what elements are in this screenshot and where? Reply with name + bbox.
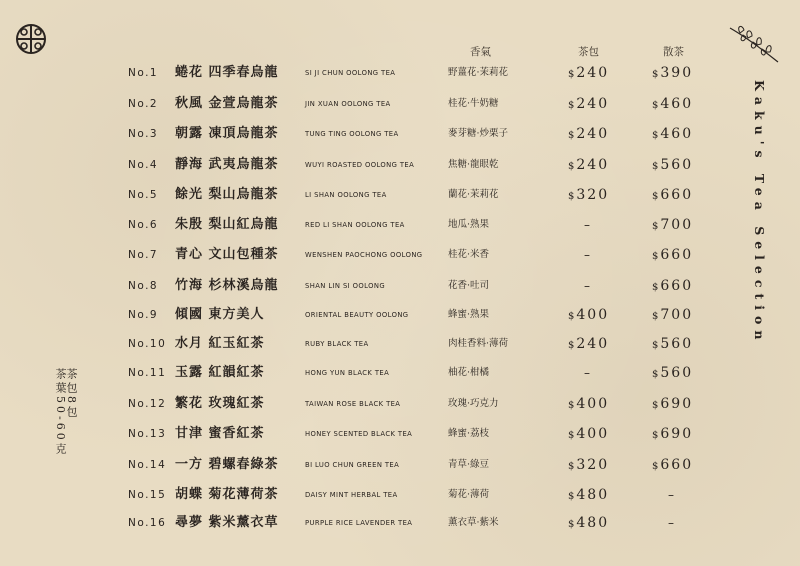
tea-number: No.9 [128, 309, 159, 321]
tea-aroma: 薰衣草·紫米 [448, 517, 499, 528]
tea-name-en: TUNG TING OOLONG TEA [305, 130, 399, 138]
bag-price-unavailable: – [584, 366, 590, 380]
loose-price [652, 91, 693, 119]
loose-price [652, 421, 693, 449]
price-value: 400 [576, 426, 610, 442]
tea-number: No.7 [128, 249, 159, 261]
price-value: 660 [660, 247, 694, 263]
price-value: 240 [576, 65, 610, 81]
tea-row [0, 242, 800, 268]
price-value: 480 [576, 487, 610, 503]
header-loose: 散茶 [663, 46, 684, 58]
currency-symbol: $ [568, 519, 575, 530]
brand-seal-icon [14, 20, 48, 58]
loose-price [652, 452, 693, 480]
bag-price [568, 331, 609, 359]
tea-number: No.8 [128, 280, 159, 292]
tea-name-en: ORIENTAL BEAUTY OOLONG [305, 311, 409, 319]
currency-symbol: $ [652, 221, 659, 232]
price-value: 480 [576, 515, 610, 531]
bag-price [568, 121, 609, 149]
price-value: 240 [576, 126, 610, 142]
tea-name-en: JIN XUAN OOLONG TEA [305, 100, 391, 108]
price-value: 240 [576, 96, 610, 112]
tea-aroma: 青草·綠豆 [448, 459, 490, 470]
tea-name-zh: 玉露 紅韻紅茶 [175, 365, 265, 380]
bag-price [568, 421, 609, 449]
bag-price-unavailable: – [584, 248, 590, 262]
tea-name-zh: 尋夢 紫米薰衣草 [175, 515, 279, 530]
tea-name-zh: 餘光 梨山烏龍茶 [175, 187, 279, 202]
tea-name-zh: 甘津 蜜香紅茶 [175, 426, 265, 441]
loose-price [652, 391, 693, 419]
tea-name-en: WUYI ROASTED OOLONG TEA [305, 161, 415, 169]
currency-symbol: $ [568, 400, 575, 411]
tea-name-zh: 靜海 武夷烏龍茶 [175, 157, 279, 172]
price-value: 390 [660, 65, 694, 81]
tea-name-zh: 竹海 杉林溪烏龍 [175, 278, 279, 293]
tea-name-en: PURPLE RICE LAVENDER TEA [305, 519, 413, 527]
price-value: 690 [660, 396, 694, 412]
side-title: Kaku's Tea Selection [752, 80, 767, 346]
bag-price [568, 152, 609, 180]
tea-row [0, 331, 800, 357]
tea-name-en: RED LI SHAN OOLONG TEA [305, 221, 405, 229]
loose-price [652, 242, 693, 270]
price-value: 700 [660, 307, 694, 323]
currency-symbol: $ [568, 161, 575, 172]
currency-symbol: $ [568, 100, 575, 111]
tea-aroma: 柚花·柑橘 [448, 367, 490, 378]
loose-price [652, 331, 693, 359]
price-value: 560 [660, 365, 694, 381]
bag-price [568, 302, 609, 330]
loose-price-unavailable: – [668, 488, 674, 502]
tea-aroma: 蜂蜜·熟果 [448, 309, 490, 320]
tea-aroma: 菊花·薄荷 [448, 489, 490, 500]
price-value: 660 [660, 278, 694, 294]
price-value: 700 [660, 217, 694, 233]
tea-name-zh: 一方 碧螺春綠茶 [175, 457, 279, 472]
tea-name-en: HONEY SCENTED BLACK TEA [305, 430, 413, 438]
tea-name-en: SI JI CHUN OOLONG TEA [305, 69, 396, 77]
loose-price [652, 152, 693, 180]
currency-symbol: $ [652, 369, 659, 380]
price-value: 240 [576, 336, 610, 352]
bag-price [568, 91, 609, 119]
tea-aroma: 蜂蜜·荔枝 [448, 428, 490, 439]
tea-number: No.16 [128, 517, 167, 529]
tea-name-zh: 青心 文山包種茶 [175, 247, 279, 262]
tea-aroma: 蘭花·茉莉花 [448, 189, 499, 200]
tea-row [0, 421, 800, 447]
tea-row [0, 182, 800, 208]
tea-row [0, 91, 800, 117]
tea-name-en: LI SHAN OOLONG TEA [305, 191, 387, 199]
currency-symbol: $ [652, 430, 659, 441]
loose-price [652, 273, 693, 301]
tea-name-zh: 繁花 玫瑰紅茶 [175, 396, 265, 411]
tea-name-en: TAIWAN ROSE BLACK TEA [305, 400, 401, 408]
currency-symbol: $ [652, 100, 659, 111]
price-value: 560 [660, 157, 694, 173]
price-value: 320 [576, 457, 610, 473]
tea-aroma: 野薑花·茉莉花 [448, 67, 509, 78]
loose-price [652, 360, 693, 388]
tea-row [0, 452, 800, 478]
currency-symbol: $ [568, 191, 575, 202]
tea-name-en: SHAN LIN SI OOLONG [305, 282, 385, 290]
bag-price [568, 510, 609, 538]
header-aroma: 香氣 [470, 46, 491, 58]
currency-symbol: $ [652, 340, 659, 351]
tea-row [0, 360, 800, 386]
bag-price [568, 482, 609, 510]
loose-price [652, 182, 693, 210]
tea-name-zh: 蜷花 四季春烏龍 [175, 65, 279, 80]
tea-number: No.13 [128, 428, 167, 440]
tea-name-zh: 水月 紅玉紅茶 [175, 336, 265, 351]
currency-symbol: $ [652, 400, 659, 411]
currency-symbol: $ [568, 311, 575, 322]
tea-name-en: HONG YUN BLACK TEA [305, 369, 390, 377]
currency-symbol: $ [652, 161, 659, 172]
tea-number: No.10 [128, 338, 167, 350]
tea-number: No.6 [128, 219, 159, 231]
bag-price [568, 60, 609, 88]
price-value: 460 [660, 126, 694, 142]
tea-name-zh: 傾國 東方美人 [175, 307, 265, 322]
price-value: 320 [576, 187, 610, 203]
currency-symbol: $ [652, 311, 659, 322]
tea-number: No.15 [128, 489, 167, 501]
tea-row [0, 391, 800, 417]
price-value: 690 [660, 426, 694, 442]
tea-name-en: BI LUO CHUN GREEN TEA [305, 461, 400, 469]
loose-price [652, 121, 693, 149]
tea-aroma: 桂花·米香 [448, 249, 490, 260]
loose-price [652, 302, 693, 330]
price-value: 660 [660, 457, 694, 473]
tea-row [0, 510, 800, 536]
bag-price [568, 182, 609, 210]
tea-aroma: 麥芽糖·炒栗子 [448, 128, 509, 139]
tea-aroma: 花香·吐司 [448, 280, 490, 291]
tea-aroma: 桂花·牛奶糖 [448, 98, 499, 109]
currency-symbol: $ [652, 191, 659, 202]
tea-row [0, 273, 800, 299]
tea-name-en: DAISY MINT HERBAL TEA [305, 491, 398, 499]
bag-price [568, 452, 609, 480]
currency-symbol: $ [568, 461, 575, 472]
tea-row [0, 302, 800, 328]
price-value: 460 [660, 96, 694, 112]
price-value: 400 [576, 307, 610, 323]
tea-row [0, 482, 800, 508]
currency-symbol: $ [652, 130, 659, 141]
price-value: 400 [576, 396, 610, 412]
side-note-bag: 茶包8包 [65, 368, 78, 420]
currency-symbol: $ [568, 491, 575, 502]
tea-row [0, 212, 800, 238]
price-value: 560 [660, 336, 694, 352]
price-value: 660 [660, 187, 694, 203]
tea-aroma: 焦糖·龍眼乾 [448, 159, 499, 170]
bag-price-unavailable: – [584, 279, 590, 293]
tea-number: No.11 [128, 367, 167, 379]
tea-aroma: 地瓜·熟果 [448, 219, 490, 230]
bag-price-unavailable: – [584, 218, 590, 232]
currency-symbol: $ [568, 130, 575, 141]
currency-symbol: $ [568, 340, 575, 351]
tea-number: No.3 [128, 128, 159, 140]
currency-symbol: $ [568, 69, 575, 80]
tea-name-zh: 朝露 凍頂烏龍茶 [175, 126, 279, 141]
tea-number: No.12 [128, 398, 167, 410]
tea-name-en: RUBY BLACK TEA [305, 340, 369, 348]
header-bag: 茶包 [578, 46, 599, 58]
tea-row [0, 152, 800, 178]
tea-row [0, 121, 800, 147]
tea-name-zh: 朱殷 梨山紅烏龍 [175, 217, 279, 232]
currency-symbol: $ [652, 461, 659, 472]
tea-number: No.4 [128, 159, 159, 171]
tea-row [0, 60, 800, 86]
tea-number: No.5 [128, 189, 159, 201]
side-note-loose: 茶葉50-60克 [54, 368, 67, 457]
bag-price [568, 391, 609, 419]
tea-aroma: 肉桂香料·薄荷 [448, 338, 509, 349]
tea-name-zh: 胡蝶 菊花薄荷茶 [175, 487, 279, 502]
loose-price [652, 60, 693, 88]
price-value: 240 [576, 157, 610, 173]
currency-symbol: $ [652, 282, 659, 293]
currency-symbol: $ [568, 430, 575, 441]
tea-name-en: WENSHEN PAOCHONG OOLONG [305, 251, 423, 259]
tea-number: No.14 [128, 459, 167, 471]
tea-number: No.2 [128, 98, 159, 110]
loose-price [652, 212, 693, 240]
tea-aroma: 玫瑰·巧克力 [448, 398, 499, 409]
currency-symbol: $ [652, 69, 659, 80]
tea-name-zh: 秋風 金萱烏龍茶 [175, 96, 279, 111]
tea-number: No.1 [128, 67, 159, 79]
loose-price-unavailable: – [668, 516, 674, 530]
currency-symbol: $ [652, 251, 659, 262]
